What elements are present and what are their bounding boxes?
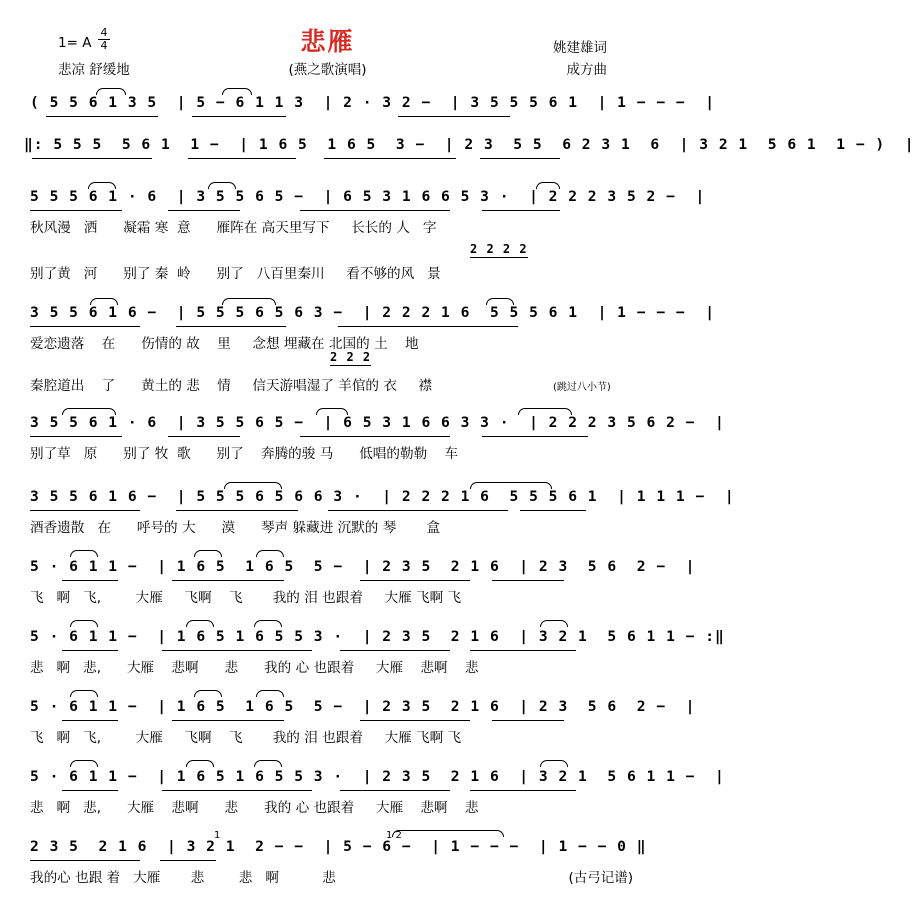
- tie-arc: [486, 298, 514, 305]
- tie-arc: [540, 760, 568, 767]
- score-row: [0, 628, 725, 680]
- skip-note: (跳过八小节): [553, 382, 611, 393]
- music-line: 2 3 5 2 1 6 | 3 2 1 2 − − | 5 − 6 − | 1 − − − | 1 − − 0 ‖: [30, 838, 647, 855]
- music-line: 5 · 6 1 1 − | 1 6 5 1 6 5 5 3 · | 2 3 5 2 1 6 | 3 2 1 5 6 1 1 − :‖: [30, 628, 725, 645]
- tie-arc: [540, 620, 568, 627]
- tie-arc: [90, 298, 118, 305]
- beam-line: [30, 326, 140, 327]
- lyric-line: 飞 啊 飞, 大雁 飞啊 飞 我的 泪 也跟着 大雁 飞啊 飞: [30, 730, 462, 746]
- beam-line: [482, 436, 588, 437]
- score-row: [0, 188, 706, 282]
- beam-line: [30, 860, 140, 861]
- tie-arc: [222, 298, 276, 305]
- beam-line: [176, 326, 286, 327]
- beam-line: [62, 650, 118, 651]
- tie-arc: [208, 182, 236, 189]
- tie-arc: [254, 760, 282, 767]
- beam-line: [62, 580, 118, 581]
- transcriber-credit: (古弓记谱): [568, 870, 633, 886]
- beam-line: [300, 210, 450, 211]
- beam-line: [168, 210, 240, 211]
- tie-arc: [254, 620, 282, 627]
- tie-arc: [224, 482, 282, 489]
- key-signature: 1= A: [58, 35, 92, 51]
- beam-line: [62, 720, 118, 721]
- lyric-line-verse-1: 爱恋遗落 在 伤情的 故 里 念想 埋藏在 北国的 土 地: [30, 336, 419, 352]
- beam-line: [398, 116, 510, 117]
- alt-melody-notes: 2 2 2: [330, 350, 372, 364]
- tie-arc: [70, 550, 98, 557]
- beam-line: [172, 580, 284, 581]
- score-row: [0, 304, 716, 394]
- lyric-line: 我的心 也跟 着 大雁 悲 悲 啊 悲: [30, 870, 336, 886]
- beam-line: [30, 210, 122, 211]
- beam-line: [470, 790, 576, 791]
- lyric-line-verse-2: 秦腔道出 了 黄土的 悲 情 信天游唱湿了 羊倌的 衣 襟: [30, 378, 433, 394]
- beam-line: [340, 790, 450, 791]
- grace-note: 1 2: [386, 830, 402, 841]
- composer-credit: 成方曲: [566, 62, 607, 78]
- score-row: [0, 698, 696, 750]
- time-signature: [98, 28, 110, 51]
- tie-arc: [194, 550, 222, 557]
- tie-arc: [518, 408, 572, 415]
- beam-line: [338, 326, 518, 327]
- music-line: 3 5 5 6 1 6 − | 5 5 5 6 5 6 6 3 · | 2 2 2 1 6 5 5 5 6 1 | 1 1 1 − |: [30, 488, 735, 505]
- beam-line: [162, 790, 312, 791]
- music-line: 5 · 6 1 1 − | 1 6 5 1 6 5 5 − | 2 3 5 2 1 6 | 2 3 5 6 2 − |: [30, 698, 696, 715]
- beam-line: [62, 790, 118, 791]
- lyricist-credit: 姚建雄词: [553, 40, 607, 56]
- alt-melody-notes: 2 2 2 2: [470, 242, 528, 256]
- beam-line: [482, 210, 560, 211]
- score-row: [0, 830, 655, 890]
- score-row: [0, 768, 725, 820]
- music-line: ( 5 5 6 1 3 5 | 5 − 6 1 1 3 | 2 · 3 2 − | 3 5 5 5 6 1 | 1 − − − |: [30, 94, 716, 111]
- lyric-line: 别了草 原 别了 牧 歌 别了 奔腾的骏 马 低唱的勒勒 车: [30, 446, 459, 462]
- time-signature-bottom: 4: [100, 39, 108, 52]
- beam-line: [328, 510, 508, 511]
- music-line: 5 5 5 6 1 · 6 | 3 5 5 6 5 − | 6 5 3 1 6 6 5 3 · | 2 2 2 3 5 2 − |: [30, 188, 706, 205]
- music-line: 5 · 6 1 1 − | 1 6 5 1 6 5 5 − | 2 3 5 2 1 6 | 2 3 5 6 2 − |: [30, 558, 696, 575]
- score-row: [0, 488, 735, 540]
- tie-arc: [186, 620, 214, 627]
- tie-arc: [194, 690, 222, 697]
- beam-line: [360, 580, 470, 581]
- score-row: [0, 414, 725, 466]
- beam-line: [32, 158, 152, 159]
- beam-line: [188, 158, 296, 159]
- song-title: 悲雁: [300, 27, 355, 56]
- tie-arc: [392, 830, 504, 837]
- beam-line: [162, 650, 312, 651]
- beam-line: [168, 436, 240, 437]
- lyric-line: 飞 啊 飞, 大雁 飞啊 飞 我的 泪 也跟着 大雁 飞啊 飞: [30, 590, 462, 606]
- beam-line: [46, 116, 158, 117]
- tie-arc: [316, 408, 348, 415]
- lyric-line: 悲 啊 悲, 大雁 悲啊 悲 我的 心 也跟着 大雁 悲啊 悲: [30, 800, 479, 816]
- score-row: [0, 136, 915, 188]
- beam-line: [492, 720, 564, 721]
- lyric-line: 酒香遗散 在 呼号的 大 漠 琴声 躲藏进 沉默的 琴 盒: [30, 520, 441, 536]
- lyric-line: 悲 啊 悲, 大雁 悲啊 悲 我的 心 也跟着 大雁 悲啊 悲: [30, 660, 479, 676]
- beam-line: [360, 720, 470, 721]
- lyric-line-verse-1: 秋风漫 洒 凝霜 寒 意 雁阵在 高天里写下 长长的 人 字: [30, 220, 437, 236]
- beam-line: [324, 158, 456, 159]
- tie-arc: [96, 88, 126, 95]
- beam-line: [492, 580, 564, 581]
- singer-credit: (燕之歌演唱): [288, 62, 367, 78]
- tie-arc: [186, 760, 214, 767]
- tie-arc: [536, 182, 560, 189]
- beam-line: [300, 436, 450, 437]
- time-signature-top: 4: [100, 26, 108, 39]
- tempo-marking: 悲凉 舒缓地: [58, 62, 130, 78]
- tie-arc: [70, 620, 98, 627]
- grace-note: 1: [214, 830, 221, 841]
- music-line: 3 5 5 6 1 6 − | 5 5 5 6 5 6 3 − | 2 2 2 1 6 5 5 5 6 1 | 1 − − − |: [30, 304, 716, 321]
- score-row: [0, 558, 696, 610]
- tie-arc: [88, 182, 116, 189]
- beam-line: [470, 650, 576, 651]
- beam-line: [480, 158, 560, 159]
- music-line: 3 5 5 6 1 · 6 | 3 5 5 6 5 − | 6 5 3 1 6 6 3 3 · | 2 2 2 3 5 6 2 − |: [30, 414, 725, 431]
- beam-line: [160, 860, 216, 861]
- lyric-line-verse-2: 别了黄 河 别了 秦 岭 别了 八百里秦川 看不够的风 景: [30, 266, 441, 282]
- tie-arc: [62, 408, 116, 415]
- beam-line: [30, 510, 140, 511]
- beam-line: [176, 510, 298, 511]
- beam-line: [192, 116, 286, 117]
- beam-line: [30, 436, 122, 437]
- tie-arc: [222, 88, 252, 95]
- music-line: ‖: 5 5 5 5 6 1 1 − | 1 6 5 1 6 5 3 − | 2 3 5 5 6 2 3 1 6 | 3 2 1 5 6 1 1 − ) |: [24, 136, 915, 153]
- beam-line: [340, 650, 450, 651]
- beam-line: [172, 720, 284, 721]
- tie-arc: [70, 760, 98, 767]
- beam-line: [520, 510, 586, 511]
- tie-arc: [256, 550, 284, 557]
- tie-arc: [256, 690, 284, 697]
- tie-arc: [70, 690, 98, 697]
- music-line: 5 · 6 1 1 − | 1 6 5 1 6 5 5 3 · | 2 3 5 2 1 6 | 3 2 1 5 6 1 1 − |: [30, 768, 725, 785]
- tie-arc: [470, 482, 552, 489]
